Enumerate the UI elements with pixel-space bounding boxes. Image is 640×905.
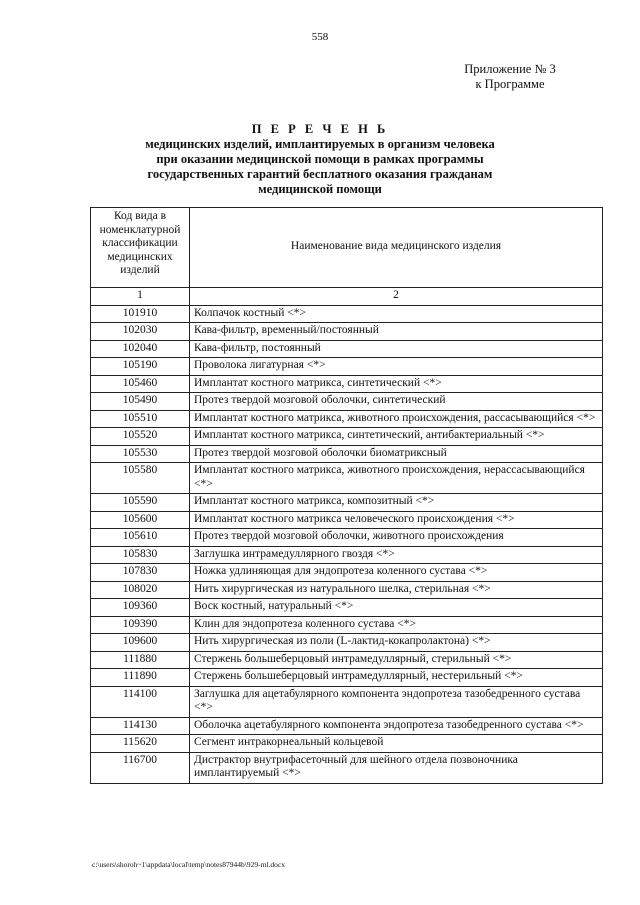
table-row [91, 428, 603, 446]
device-code: 114130 [91, 717, 190, 735]
table-row [91, 410, 603, 428]
table-row [91, 305, 603, 323]
device-name: Нить хирургическая из натурального шелка, стерильная <*> [190, 581, 603, 599]
device-code: 101910 [91, 305, 190, 323]
table-row [91, 651, 603, 669]
device-code: 109600 [91, 634, 190, 652]
table-row [91, 616, 603, 634]
devices-table [90, 207, 603, 784]
device-name: Кава-фильтр, постоянный [190, 340, 603, 358]
table-row [91, 599, 603, 617]
table-row [91, 375, 603, 393]
table-row [91, 686, 603, 717]
table-row [91, 735, 603, 753]
device-name: Протез твердой мозговой оболочки, синтетический [190, 393, 603, 411]
document-heading [120, 122, 520, 197]
table-row [91, 511, 603, 529]
device-name: Сегмент интракорнеальный кольцевой [190, 735, 603, 753]
table-row [91, 634, 603, 652]
device-code: 107830 [91, 564, 190, 582]
device-name: Имплантат костного матрикса человеческого происхождения <*> [190, 511, 603, 529]
device-name: Стержень большеберцовый интрамедуллярный, стерильный <*> [190, 651, 603, 669]
table-row [91, 717, 603, 735]
device-code: 111890 [91, 669, 190, 687]
table-row [91, 463, 603, 494]
device-name: Кава-фильтр, временный/постоянный [190, 323, 603, 341]
column-number-2: 2 [190, 288, 603, 306]
table-row [91, 358, 603, 376]
device-name: Имплантат костного матрикса, композитный <*> [190, 494, 603, 512]
device-name: Протез твердой мозговой оболочки биоматриксный [190, 445, 603, 463]
device-name: Имплантат костного матрикса, животного происхождения, рассасывающийся <*> [190, 410, 603, 428]
table-row [91, 393, 603, 411]
device-code: 105590 [91, 494, 190, 512]
header-name: Наименование вида медицинского изделия [190, 208, 603, 288]
heading-title: П Е Р Е Ч Е Н Ь [251, 122, 389, 136]
table-row [91, 752, 603, 783]
device-code: 105530 [91, 445, 190, 463]
column-number-row [91, 288, 603, 306]
table-row [91, 445, 603, 463]
table-row [91, 669, 603, 687]
device-name: Заглушка для ацетабулярного компонента эндопротеза тазобедренного сустава <*> [190, 686, 603, 717]
device-code: 102030 [91, 323, 190, 341]
appendix-line-2: к Программе [475, 77, 545, 91]
heading-line: государственных гарантий бесплатного оказания гражданам [147, 167, 493, 181]
device-code: 105830 [91, 546, 190, 564]
device-name: Клин для эндопротеза коленного сустава <*> [190, 616, 603, 634]
device-name: Ножка удлиняющая для эндопротеза коленного сустава <*> [190, 564, 603, 582]
device-code: 105610 [91, 529, 190, 547]
device-code: 111880 [91, 651, 190, 669]
file-path-footer: c:\users\shoroh~1\appdata\local\temp\notes87944b\929-ml.docx [92, 860, 285, 869]
device-name: Имплантат костного матрикса, синтетический <*> [190, 375, 603, 393]
device-name: Нить хирургическая из поли (L-лактид-кокапролактона) <*> [190, 634, 603, 652]
table-row [91, 494, 603, 512]
device-code: 105490 [91, 393, 190, 411]
header-code: Код вида в номенклатурной классификации медицинских изделий [91, 208, 190, 288]
appendix-note [440, 62, 580, 92]
device-code: 109360 [91, 599, 190, 617]
device-name: Протез твердой мозговой оболочки, животного происхождения [190, 529, 603, 547]
device-name: Стержень большеберцовый интрамедуллярный, нестерильный <*> [190, 669, 603, 687]
table-row [91, 546, 603, 564]
device-code: 114100 [91, 686, 190, 717]
device-code: 115620 [91, 735, 190, 753]
device-name: Имплантат костного матрикса, синтетический, антибактериальный <*> [190, 428, 603, 446]
appendix-line-1: Приложение № 3 [464, 62, 556, 76]
table-row [91, 323, 603, 341]
heading-line: при оказании медицинской помощи в рамках программы [156, 152, 484, 166]
device-code: 105580 [91, 463, 190, 494]
column-number-1: 1 [91, 288, 190, 306]
device-code: 116700 [91, 752, 190, 783]
device-name: Заглушка интрамедуллярного гвоздя <*> [190, 546, 603, 564]
device-code: 109390 [91, 616, 190, 634]
heading-line: медицинской помощи [258, 182, 382, 196]
device-code: 108020 [91, 581, 190, 599]
device-code: 105600 [91, 511, 190, 529]
device-name: Оболочка ацетабулярного компонента эндопротеза тазобедренного сустава <*> [190, 717, 603, 735]
device-code: 105520 [91, 428, 190, 446]
device-name: Дистрактор внутрифасеточный для шейного отдела позвоночника имплантируемый <*> [190, 752, 603, 783]
device-code: 105190 [91, 358, 190, 376]
table-row [91, 529, 603, 547]
table-row [91, 564, 603, 582]
device-name: Колпачок костный <*> [190, 305, 603, 323]
device-code: 105510 [91, 410, 190, 428]
heading-line: медицинских изделий, имплантируемых в организм человека [145, 137, 495, 151]
table-header-row [91, 208, 603, 288]
device-name: Проволока лигатурная <*> [190, 358, 603, 376]
device-code: 105460 [91, 375, 190, 393]
table-row [91, 340, 603, 358]
table-row [91, 581, 603, 599]
device-name: Имплантат костного матрикса, животного происхождения, нерассасывающийся <*> [190, 463, 603, 494]
device-name: Воск костный, натуральный <*> [190, 599, 603, 617]
device-code: 102040 [91, 340, 190, 358]
page-number: 558 [311, 31, 329, 43]
